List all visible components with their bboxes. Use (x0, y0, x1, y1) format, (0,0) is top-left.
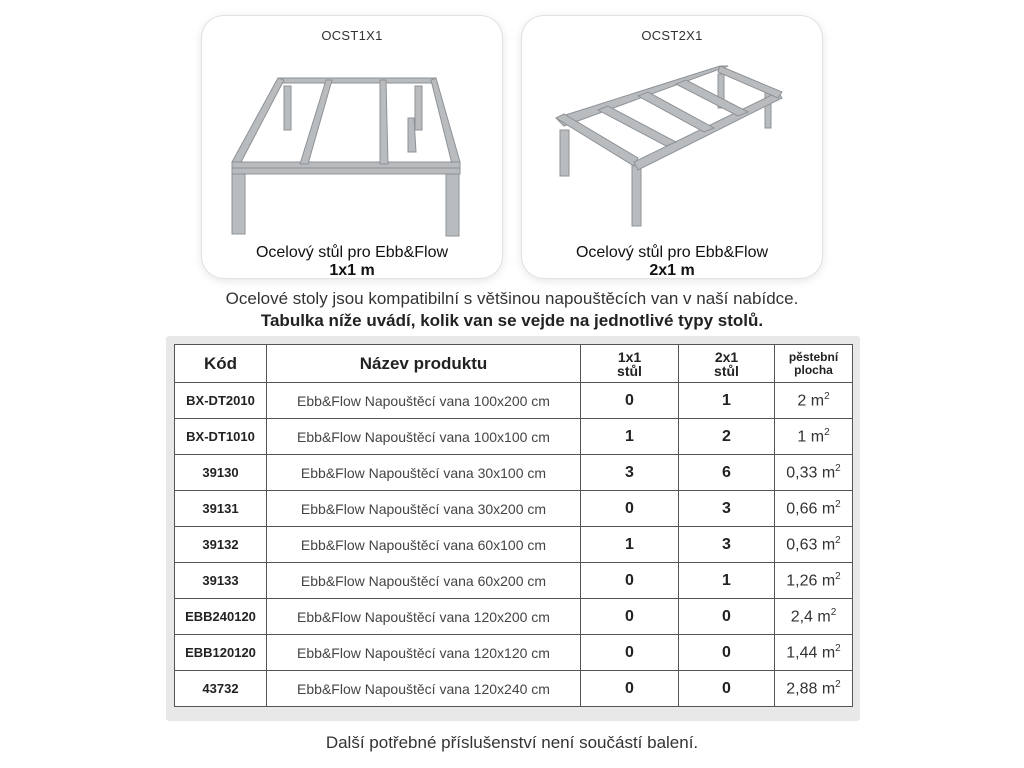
cell-count-1x1: 0 (581, 383, 679, 419)
table-header-row (175, 345, 853, 383)
cell-growing-area (775, 563, 853, 599)
area-exponent: 2 (824, 426, 830, 438)
header-line: 1x1 (617, 348, 642, 365)
cell-code: 43732 (175, 671, 267, 707)
table-row (175, 671, 853, 707)
cell-count-1x1: 0 (581, 671, 679, 707)
area-unit: m (817, 608, 831, 626)
cell-product-name: Ebb&Flow Napouštěcí vana 60x100 cm (267, 527, 581, 563)
cell-code: BX-DT1010 (175, 419, 267, 455)
area-exponent: 2 (835, 678, 841, 690)
product-title: Ocelový stůl pro Ebb&Flow (575, 244, 769, 261)
header-code: Kód (175, 345, 267, 383)
cell-code: BX-DT2010 (175, 383, 267, 419)
area-value: 1 (797, 428, 807, 446)
table-row (175, 527, 853, 563)
area-exponent: 2 (835, 570, 841, 582)
cell-code: 39131 (175, 491, 267, 527)
cell-count-2x1: 3 (679, 527, 775, 563)
cell-count-2x1: 0 (679, 635, 775, 671)
cell-code: 39132 (175, 527, 267, 563)
area-unit: m (821, 680, 836, 698)
table-row (175, 635, 853, 671)
header-line: stůl (714, 362, 739, 379)
footer-note: Další potřebné příslušenství není součástí balení. (325, 733, 699, 752)
cell-count-2x1: 1 (679, 383, 775, 419)
steel-table-1x1-photo (222, 52, 482, 242)
cell-count-1x1: 0 (581, 599, 679, 635)
cell-product-name: Ebb&Flow Napouštěcí vana 100x100 cm (267, 419, 581, 455)
area-unit: m (810, 392, 825, 410)
cell-growing-area (775, 599, 853, 635)
area-unit: m (821, 572, 836, 590)
compatibility-table-panel (166, 336, 860, 721)
header-name: Název produktu (267, 345, 581, 383)
product-card-2x1 (522, 16, 822, 278)
cell-count-2x1: 6 (679, 455, 775, 491)
table-row (175, 599, 853, 635)
cell-product-name: Ebb&Flow Napouštěcí vana 30x200 cm (267, 491, 581, 527)
product-card-1x1 (202, 16, 502, 278)
cell-count-2x1: 3 (679, 491, 775, 527)
cell-count-2x1: 1 (679, 563, 775, 599)
area-value: 2,4 (790, 608, 813, 626)
cell-count-1x1: 0 (581, 635, 679, 671)
area-unit: m (821, 644, 836, 662)
area-unit: m (821, 464, 836, 482)
cell-product-name: Ebb&Flow Napouštěcí vana 60x200 cm (267, 563, 581, 599)
cell-code: EBB120120 (175, 635, 267, 671)
product-title: Ocelový stůl pro Ebb&Flow (255, 244, 449, 261)
header-line: plocha (794, 362, 833, 377)
cell-count-1x1: 1 (581, 527, 679, 563)
cell-growing-area (775, 491, 853, 527)
area-exponent: 2 (830, 606, 837, 618)
area-value: 1,44 (786, 644, 818, 662)
cell-product-name: Ebb&Flow Napouštěcí vana 120x120 cm (267, 635, 581, 671)
area-value: 0,33 (786, 464, 818, 482)
area-exponent: 2 (835, 498, 841, 510)
area-unit: m (810, 428, 825, 446)
cell-growing-area (775, 527, 853, 563)
area-exponent: 2 (824, 390, 830, 402)
cell-count-2x1: 0 (679, 671, 775, 707)
table-row (175, 563, 853, 599)
cell-count-1x1: 0 (581, 563, 679, 599)
steel-table-2x1-photo (542, 52, 802, 242)
cell-count-2x1: 0 (679, 599, 775, 635)
intro-text-bold: Tabulka níže uvádí, kolik van se vejde na jednotlivé typy stolů. (260, 311, 764, 330)
cell-product-name: Ebb&Flow Napouštěcí vana 30x100 cm (267, 455, 581, 491)
product-size: 2x1 m (649, 262, 695, 279)
header-line: 2x1 (714, 348, 739, 365)
cell-growing-area (775, 671, 853, 707)
cell-code: EBB240120 (175, 599, 267, 635)
area-exponent: 2 (835, 462, 841, 474)
table-row (175, 419, 853, 455)
area-exponent: 2 (835, 642, 841, 654)
header-table-2x1 (679, 345, 775, 383)
table-body (175, 383, 853, 707)
area-unit: m (821, 536, 836, 554)
cell-growing-area (775, 383, 853, 419)
cell-product-name: Ebb&Flow Napouštěcí vana 120x200 cm (267, 599, 581, 635)
cell-code: 39130 (175, 455, 267, 491)
area-value: 2 (797, 392, 807, 410)
cell-growing-area (775, 455, 853, 491)
cell-code: 39133 (175, 563, 267, 599)
cell-count-1x1: 1 (581, 419, 679, 455)
area-value: 0,63 (786, 536, 818, 554)
cell-product-name: Ebb&Flow Napouštěcí vana 120x240 cm (267, 671, 581, 707)
table-row (175, 383, 853, 419)
cell-count-1x1: 0 (581, 491, 679, 527)
area-value: 2,88 (786, 680, 818, 698)
cell-growing-area (775, 635, 853, 671)
cell-product-name: Ebb&Flow Napouštěcí vana 100x200 cm (267, 383, 581, 419)
area-value: 0,66 (786, 500, 818, 518)
cell-count-1x1: 3 (581, 455, 679, 491)
cell-count-2x1: 2 (679, 419, 775, 455)
cell-growing-area (775, 419, 853, 455)
header-table-1x1 (581, 345, 679, 383)
area-value: 1,26 (786, 572, 818, 590)
table-row (175, 455, 853, 491)
table-row (175, 491, 853, 527)
area-unit: m (821, 500, 836, 518)
header-line: pěstební (788, 349, 839, 364)
header-line: stůl (617, 362, 642, 379)
product-code: OCST1X1 (321, 28, 383, 43)
compatibility-table (174, 344, 853, 707)
area-exponent: 2 (835, 534, 841, 546)
header-growing-area (775, 345, 853, 383)
product-code: OCST2X1 (641, 28, 703, 43)
product-size: 1x1 m (329, 262, 375, 279)
intro-text: Ocelové stoly jsou kompatibilní s většinou napouštěcích van v naší nabídce. (225, 289, 799, 308)
